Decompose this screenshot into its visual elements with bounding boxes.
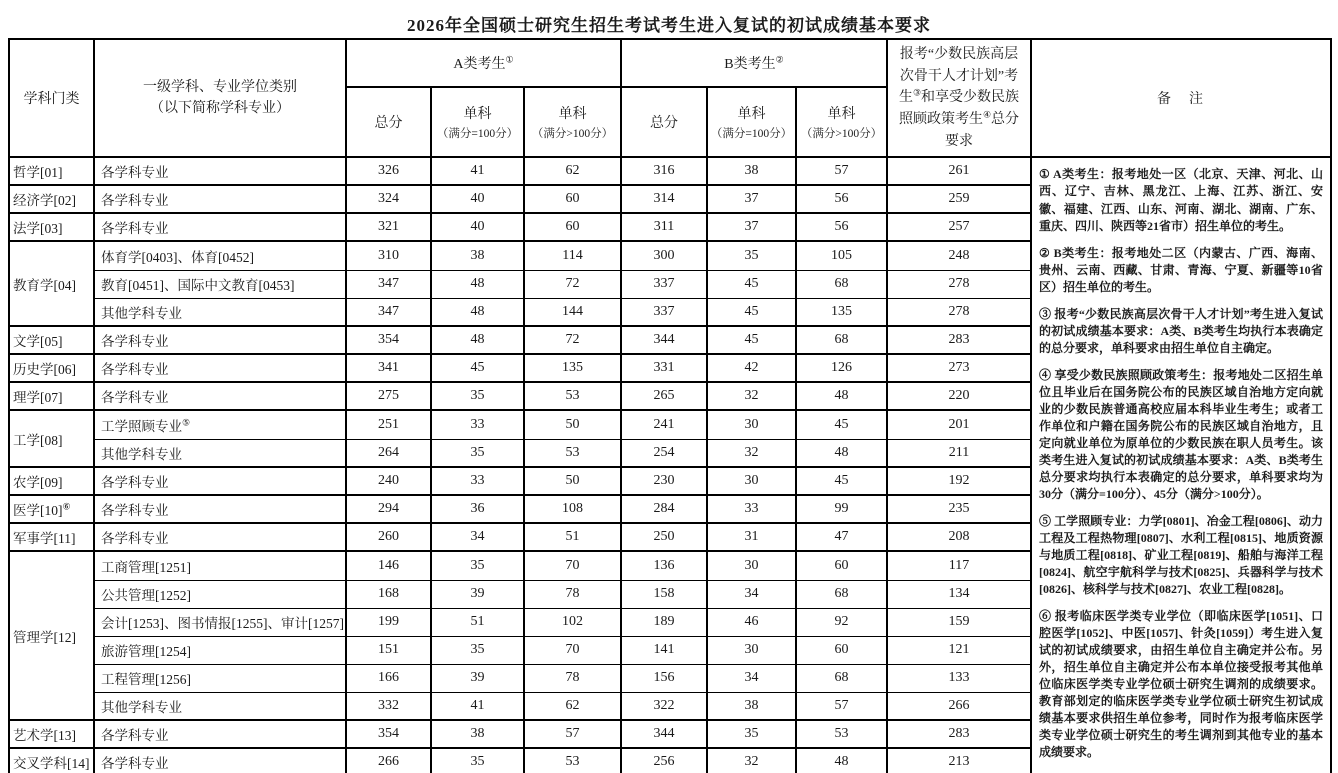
column-header-remarks: 备 注 [1031,39,1331,157]
score-cell-b-1: 45 [707,326,796,354]
class-b-footnote-marker: ② [775,54,784,65]
discipline-cell: 其他学科专业 [94,439,346,467]
column-header-b-total: 总分 [621,87,707,158]
score-cell-b-0: 322 [621,692,707,720]
score-cell-b-0: 256 [621,748,707,773]
score-cell-a-1: 35 [431,551,524,580]
discipline-cell: 各学科专业 [94,523,346,551]
minority-footnote-marker-4: ④ [982,109,992,120]
score-cell-b-2: 68 [796,270,887,298]
discipline-cell: 各学科专业 [94,326,346,354]
minority-score-cell: 220 [887,382,1031,410]
score-cell-a-0: 310 [346,241,431,270]
score-cell-b-1: 34 [707,580,796,608]
score-cell-a-2: 53 [524,382,621,410]
column-header-a-total: 总分 [346,87,431,158]
score-cell-b-0: 141 [621,636,707,664]
score-cell-b-1: 37 [707,185,796,213]
minority-score-cell: 133 [887,664,1031,692]
category-cell: 历史学[06] [9,354,94,382]
score-cell-b-2: 48 [796,439,887,467]
footnote-marker: ⑤ [182,417,191,428]
score-cell-a-1: 48 [431,298,524,326]
minority-score-cell: 283 [887,326,1031,354]
score-cell-a-2: 62 [524,692,621,720]
score-cell-b-1: 31 [707,523,796,551]
score-cell-b-1: 30 [707,410,796,439]
score-cell-a-0: 146 [346,551,431,580]
discipline-cell: 教育[0451]、国际中文教育[0453] [94,270,346,298]
score-cell-a-1: 40 [431,185,524,213]
minority-score-cell: 159 [887,608,1031,636]
score-cell-a-2: 51 [524,523,621,551]
score-cell-b-2: 48 [796,382,887,410]
minority-score-cell: 278 [887,270,1031,298]
minority-score-cell: 273 [887,354,1031,382]
score-cell-b-2: 126 [796,354,887,382]
score-cell-a-2: 53 [524,748,621,773]
score-cell-b-0: 314 [621,185,707,213]
score-cell-a-0: 251 [346,410,431,439]
discipline-cell: 体育学[0403]、体育[0452] [94,241,346,270]
score-cell-b-1: 32 [707,439,796,467]
remarks-cell [1031,157,1331,773]
category-cell: 医学[10]⑥ [9,495,94,523]
minority-score-cell: 261 [887,157,1031,185]
score-cell-a-2: 53 [524,439,621,467]
score-cell-b-2: 47 [796,523,887,551]
score-cell-b-1: 32 [707,748,796,773]
score-cell-b-2: 45 [796,467,887,495]
discipline-cell: 其他学科专业 [94,692,346,720]
score-cell-a-1: 41 [431,157,524,185]
score-cell-a-1: 35 [431,748,524,773]
score-cell-a-0: 166 [346,664,431,692]
score-cell-a-0: 326 [346,157,431,185]
score-cell-a-2: 60 [524,213,621,241]
score-cell-a-0: 347 [346,298,431,326]
score-cell-a-2: 50 [524,467,621,495]
score-cell-b-1: 45 [707,270,796,298]
column-header-discipline [94,39,346,157]
minority-score-cell: 259 [887,185,1031,213]
score-cell-a-2: 70 [524,551,621,580]
score-cell-a-2: 114 [524,241,621,270]
minority-score-cell: 192 [887,467,1031,495]
score-cell-a-2: 108 [524,495,621,523]
discipline-cell: 各学科专业 [94,185,346,213]
score-cell-a-1: 38 [431,720,524,748]
score-cell-a-1: 35 [431,636,524,664]
minority-score-cell: 257 [887,213,1031,241]
column-header-a-single-100: 单科 （满分=100分） [431,87,524,158]
score-cell-a-0: 240 [346,467,431,495]
score-cell-a-2: 135 [524,354,621,382]
discipline-cell: 工学照顾专业⑤ [94,410,346,439]
category-cell: 经济学[02] [9,185,94,213]
minority-score-cell: 278 [887,298,1031,326]
score-cell-a-1: 33 [431,467,524,495]
category-cell: 法学[03] [9,213,94,241]
score-cell-b-0: 250 [621,523,707,551]
score-cell-a-2: 72 [524,270,621,298]
discipline-cell: 工程管理[1256] [94,664,346,692]
score-cell-b-2: 45 [796,410,887,439]
score-cell-b-0: 265 [621,382,707,410]
category-cell: 管理学[12] [9,551,94,720]
discipline-cell: 各学科专业 [94,354,346,382]
score-cell-b-1: 45 [707,298,796,326]
note-item: ⑥ 报考临床医学类专业学位（即临床医学[1051]、口腔医学[1052]、中医[1057]、针灸[1059]）考生进入复试的初试成绩要求，由招生单位自主确定并公布。另外，招生单位自主确定并公布本单位接受报考其他单位临床医学类专业学位硕士研究生调剂的成绩要求。教育部划定的临床医学类专业学位硕士研究生初试成绩基本要求供招生单位参考，同时作为报考临床医学类专业学位硕士研究生的考生调剂到其他专业的基本成绩要求。 [1039,609,1324,760]
footnote-marker: ⑥ [62,501,71,512]
page-title: 2026年全国硕士研究生招生考试考生进入复试的初试成绩基本要求 [407,16,931,35]
score-cell-b-0: 337 [621,298,707,326]
score-cell-b-2: 48 [796,748,887,773]
score-cell-a-1: 34 [431,523,524,551]
category-cell: 军事学[11] [9,523,94,551]
minority-score-cell: 211 [887,439,1031,467]
score-cell-b-2: 68 [796,664,887,692]
score-cell-b-2: 105 [796,241,887,270]
score-cell-b-0: 254 [621,439,707,467]
score-cell-b-2: 135 [796,298,887,326]
score-cell-a-0: 354 [346,326,431,354]
score-cell-b-0: 189 [621,608,707,636]
category-cell: 哲学[01] [9,157,94,185]
score-cell-a-2: 78 [524,664,621,692]
discipline-cell: 各学科专业 [94,467,346,495]
category-cell: 工学[08] [9,410,94,467]
discipline-cell: 各学科专业 [94,748,346,773]
score-cell-b-0: 156 [621,664,707,692]
category-cell: 文学[05] [9,326,94,354]
note-item: ⑤ 工学照顾专业：力学[0801]、冶金工程[0806]、动力工程及工程热物理[0807]、水利工程[0815]、地质资源与地质工程[0818]、矿业工程[0819]、船舶与海洋工程[0824]、航空宇航科学与技术[0825]、兵器科学与技术[0826]、核科学与技术[0827]、农业工程[0828]。 [1039,514,1324,597]
column-header-a-single-gt100: 单科 （满分>100分） [524,87,621,158]
discipline-header-line2: （以下简称学科专业） [150,101,290,117]
discipline-cell: 工商管理[1251] [94,551,346,580]
score-cell-b-0: 337 [621,270,707,298]
score-cell-a-1: 48 [431,326,524,354]
category-cell: 理学[07] [9,382,94,410]
score-cell-b-2: 68 [796,326,887,354]
score-cell-b-1: 37 [707,213,796,241]
score-cell-a-2: 50 [524,410,621,439]
score-cell-a-1: 40 [431,213,524,241]
column-header-subject-category: 学科门类 [9,39,94,157]
score-cell-a-2: 102 [524,608,621,636]
minority-footnote-marker-3: ③ [912,87,922,98]
minority-score-cell: 201 [887,410,1031,439]
score-cell-a-2: 72 [524,326,621,354]
score-cell-b-2: 57 [796,692,887,720]
score-cell-b-1: 35 [707,241,796,270]
discipline-cell: 各学科专业 [94,213,346,241]
note-item: ② B类考生：报考地处二区（内蒙古、广西、海南、贵州、云南、西藏、甘肃、青海、宁夏、新疆等10省区）招生单位的考生。 [1039,245,1324,294]
score-cell-b-0: 241 [621,410,707,439]
score-cell-b-0: 316 [621,157,707,185]
score-cell-b-0: 136 [621,551,707,580]
table-body [9,157,1331,773]
score-cell-a-2: 62 [524,157,621,185]
discipline-cell: 各学科专业 [94,157,346,185]
discipline-cell: 各学科专业 [94,382,346,410]
score-cell-a-2: 78 [524,580,621,608]
category-cell: 农学[09] [9,467,94,495]
score-cell-a-0: 264 [346,439,431,467]
score-cell-b-1: 42 [707,354,796,382]
score-cell-a-0: 294 [346,495,431,523]
score-cell-b-1: 30 [707,551,796,580]
score-cell-a-0: 324 [346,185,431,213]
score-cell-b-1: 34 [707,664,796,692]
column-header-b-single-gt100: 单科 （满分>100分） [796,87,887,158]
column-header-b-single-100: 单科 （满分=100分） [707,87,796,158]
score-cell-a-1: 36 [431,495,524,523]
score-cell-a-0: 321 [346,213,431,241]
score-cell-a-0: 275 [346,382,431,410]
minority-score-cell: 121 [887,636,1031,664]
score-cell-b-2: 60 [796,551,887,580]
score-cell-b-1: 30 [707,467,796,495]
score-cell-a-0: 347 [346,270,431,298]
score-cell-a-1: 33 [431,410,524,439]
discipline-cell: 各学科专业 [94,720,346,748]
score-cell-a-1: 39 [431,580,524,608]
score-cell-b-1: 32 [707,382,796,410]
class-a-footnote-marker: ① [505,54,514,65]
minority-score-cell: 134 [887,580,1031,608]
minority-score-cell: 248 [887,241,1031,270]
score-cell-b-1: 46 [707,608,796,636]
score-requirements-table [8,38,1332,773]
score-cell-b-0: 158 [621,580,707,608]
minority-score-cell: 266 [887,692,1031,720]
score-cell-b-2: 53 [796,720,887,748]
score-cell-a-1: 41 [431,692,524,720]
score-cell-b-1: 35 [707,720,796,748]
score-cell-b-2: 57 [796,157,887,185]
score-cell-a-1: 45 [431,354,524,382]
score-cell-b-2: 92 [796,608,887,636]
discipline-header-line1: 一级学科、专业学位类别 [143,80,297,96]
discipline-cell: 其他学科专业 [94,298,346,326]
minority-score-cell: 213 [887,748,1031,773]
score-cell-b-1: 30 [707,636,796,664]
score-cell-a-1: 38 [431,241,524,270]
score-cell-a-0: 260 [346,523,431,551]
score-cell-b-2: 68 [796,580,887,608]
score-cell-b-2: 99 [796,495,887,523]
score-cell-b-0: 344 [621,326,707,354]
score-cell-a-0: 199 [346,608,431,636]
score-cell-a-2: 144 [524,298,621,326]
score-cell-a-1: 35 [431,439,524,467]
score-cell-a-1: 39 [431,664,524,692]
column-header-minority-total: 报考“少数民族高层次骨干人才计划”考生③和享受少数民族照顾政策考生④总分要求 [887,39,1031,157]
discipline-cell: 旅游管理[1254] [94,636,346,664]
discipline-cell: 会计[1253]、图书情报[1255]、审计[1257] [94,608,346,636]
score-cell-b-1: 38 [707,692,796,720]
minority-score-cell: 235 [887,495,1031,523]
score-cell-b-0: 284 [621,495,707,523]
score-cell-a-2: 60 [524,185,621,213]
score-cell-b-2: 60 [796,636,887,664]
score-cell-a-2: 57 [524,720,621,748]
score-cell-a-0: 332 [346,692,431,720]
note-item: ④ 享受少数民族照顾政策考生：报考地处二区招生单位且毕业后在国务院公布的民族区域自治地方定向就业的少数民族普通高校应届本科毕业生考生；或者工作单位和户籍在国务院公布的民族区域自治地方，且定向就业单位为原单位的少数民族在职人员考生。该类考生进入复试的初试成绩基本要求：A类、B类考生总分要求均执行本表确定的总分要求，单科要求均为30分（满分=100分）、45分（满分>100分）。 [1039,367,1324,501]
note-item: ① A类考生：报考地处一区（北京、天津、河北、山西、辽宁、吉林、黑龙江、上海、江苏、浙江、安徽、福建、江西、山东、河南、湖北、湖南、广东、重庆、四川、陕西等21省市）招生单位的考生。 [1039,167,1324,233]
score-cell-b-0: 300 [621,241,707,270]
score-cell-b-0: 311 [621,213,707,241]
note-item: ③ 报考“少数民族高层次骨干人才计划”考生进入复试的初试成绩基本要求：A类、B类考生均执行本表确定的总分要求，单科要求由招生单位自主确定。 [1039,306,1324,355]
score-cell-a-0: 341 [346,354,431,382]
minority-score-cell: 117 [887,551,1031,580]
discipline-cell: 各学科专业 [94,495,346,523]
group-header-class-b: B类考生② [621,39,887,87]
score-cell-b-2: 56 [796,185,887,213]
score-cell-a-1: 48 [431,270,524,298]
score-cell-b-0: 230 [621,467,707,495]
score-cell-b-0: 331 [621,354,707,382]
group-header-class-a: A类考生① [346,39,621,87]
score-cell-b-0: 344 [621,720,707,748]
score-cell-a-0: 354 [346,720,431,748]
table-row [9,157,1331,185]
score-cell-b-2: 56 [796,213,887,241]
score-cell-a-1: 51 [431,608,524,636]
category-cell: 交叉学科[14] [9,748,94,773]
minority-score-cell: 283 [887,720,1031,748]
score-cell-a-1: 35 [431,382,524,410]
score-cell-a-0: 168 [346,580,431,608]
category-cell: 教育学[04] [9,241,94,326]
category-cell: 艺术学[13] [9,720,94,748]
score-cell-b-1: 38 [707,157,796,185]
score-cell-b-1: 33 [707,495,796,523]
score-cell-a-2: 70 [524,636,621,664]
minority-score-cell: 208 [887,523,1031,551]
discipline-cell: 公共管理[1252] [94,580,346,608]
score-cell-a-0: 151 [346,636,431,664]
score-cell-a-0: 266 [346,748,431,773]
